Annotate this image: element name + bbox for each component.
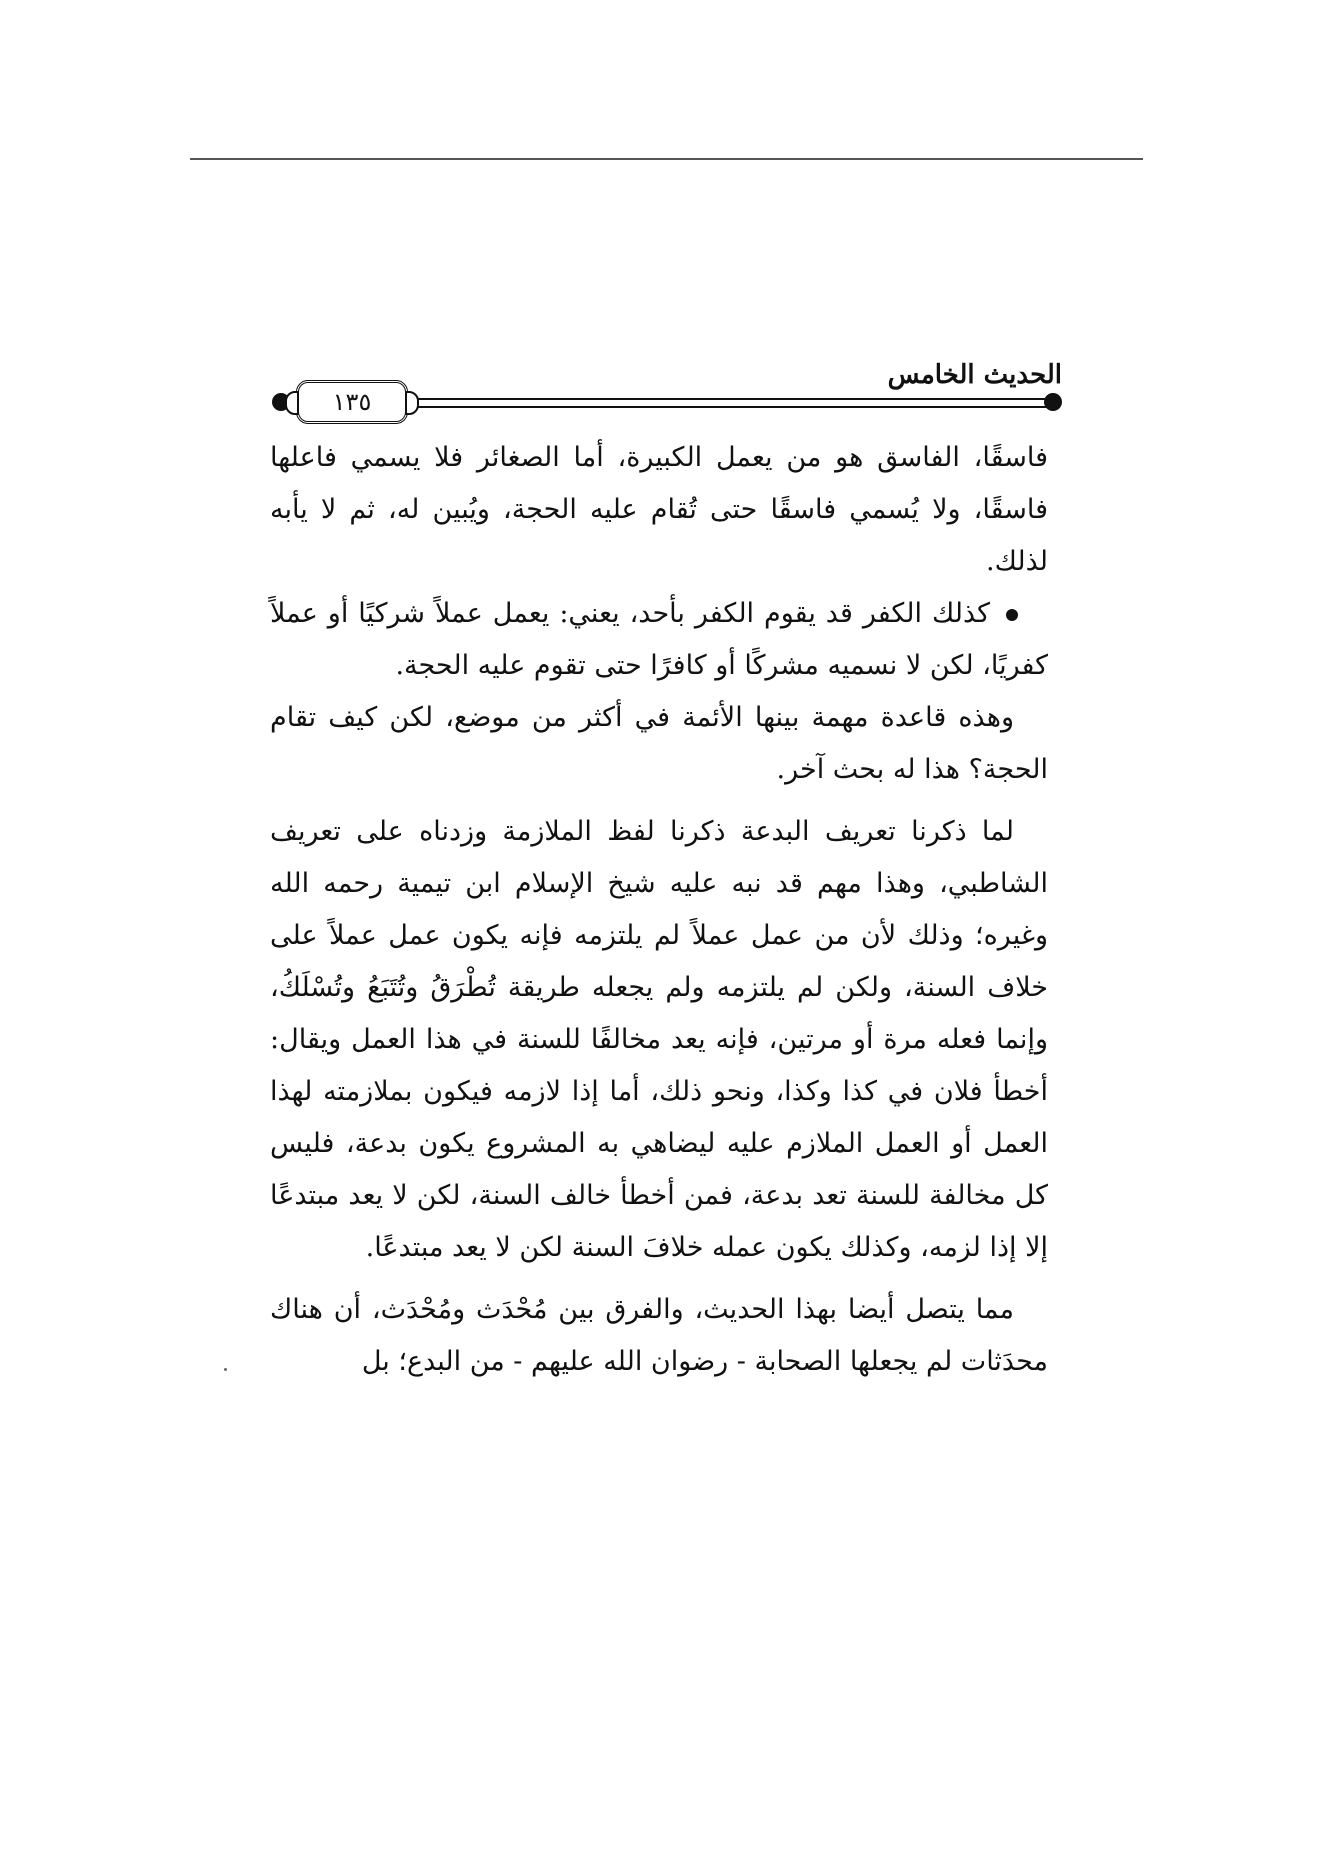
page-number: ١٣٥ [296, 380, 408, 424]
bullet-icon [1006, 609, 1018, 621]
text-body [270, 432, 1048, 1388]
paragraph-4: لما ذكرنا تعريف البدعة ذكرنا لفظ الملازمة وزدناه على تعريف الشاطبي، وهذا مهم قد نبه عليه شيخ الإسلام ابن تيمية رحمه الله وغيره؛ وذلك لأن من عمل عملاً لم يلتزمه فإنه يكون عمل عملاً على خلاف السنة، ولكن لم يلتزمه ولم يجعله طريقة تُطْرَقُ وتُتَبَعُ وتُسْلَكُ، وإنما فعله مرة أو مرتين، فإنه يعد مخالفًا للسنة في هذا العمل ويقال: أخطأ فلان في كذا وكذا، ونحو ذلك، أما إذا لازمه فيكون بملازمته لهذا العمل أو العمل الملازم عليه ليضاهي به المشروع يكون بدعة، فليس كل مخالفة للسنة تعد بدعة، فمن أخطأ خالف السنة، لكن لا يعد مبتدعًا إلا إذا لزمه، وكذلك يكون عمله خلافَ السنة لكن لا يعد مبتدعًا. [270, 816, 1048, 1263]
scan-speck [224, 1368, 227, 1371]
paragraph-3: وهذه قاعدة مهمة بينها الأئمة في أكثر من موضع، لكن كيف تقام الحجة؟ هذا له بحث آخر. [270, 702, 1048, 785]
header-ornament-dot-right [1044, 393, 1062, 411]
paragraph-1: فاسقًا، الفاسق هو من يعمل الكبيرة، أما الصغائر فلا يسمي فاعلها فاسقًا، ولا يُسمي فاسقًا حتى تُقام عليه الحجة، ويُبين له، ثم لا يأبه لذلك. [270, 442, 1048, 577]
bullet-paragraph [270, 588, 1048, 692]
bullet-text: كذلك الكفر قد يقوم الكفر بأحد، يعني: يعمل عملاً شركيًا أو عملاً كفريًا، لكن لا نسميه مشركًا أو كافرًا حتى تقوم عليه الحجة. [270, 598, 1048, 681]
chapter-title: الحديث الخامس [887, 360, 1062, 390]
page-header [272, 360, 1062, 420]
paragraph-5: مما يتصل أيضا بهذا الحديث، والفرق بين مُحْدَث ومُحْدَث، أن هناك محدَثات لم يجعلها الصحابة - رضوان الله عليهم - من البدع؛ بل [270, 1294, 1048, 1377]
top-rule [190, 158, 1143, 160]
header-double-rule [402, 398, 1050, 408]
